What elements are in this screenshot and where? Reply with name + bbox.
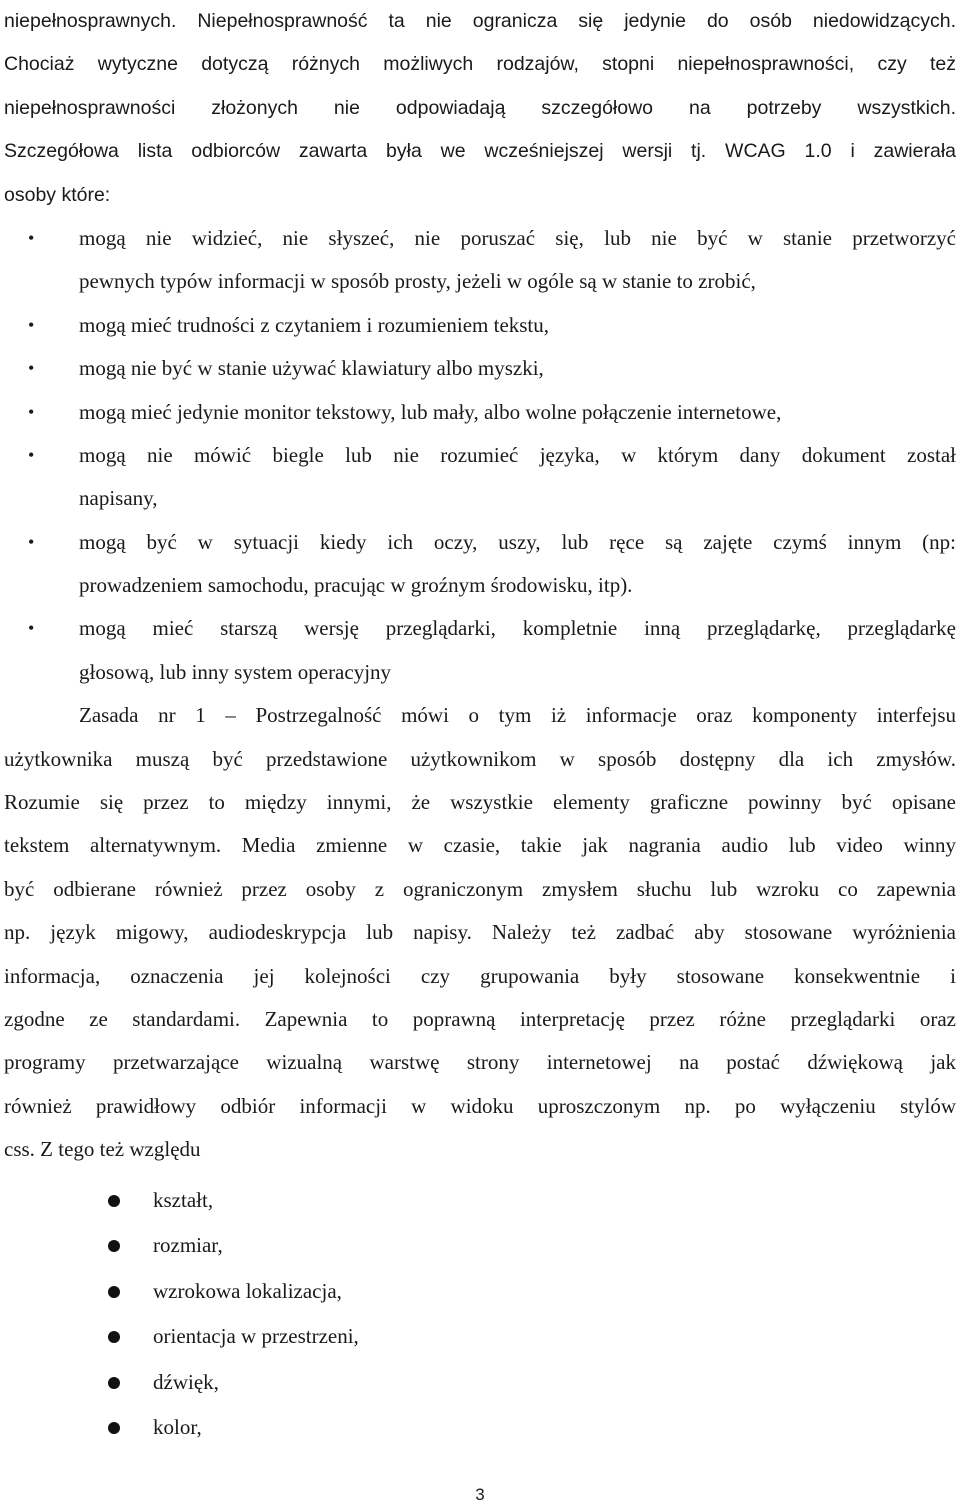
bullet-icon: • — [28, 531, 35, 552]
list-item-line: mogą mieć jedynie monitor tekstowy, lub mały, albo wolne połączenie internetowe, — [79, 399, 782, 424]
principle-line: Zasada nr 1 – Postrzegalność mówi o tym iż informacje oraz komponenty interfejsu — [79, 703, 956, 728]
list-item-label: kształt, — [153, 1187, 214, 1212]
list-item-label: rozmiar, — [153, 1233, 223, 1258]
list-item-label: kolor, — [153, 1415, 202, 1440]
audience-list — [4, 217, 956, 694]
list-item — [4, 607, 956, 694]
list-item-line: mogą nie mówić biegle lub nie rozumieć języka, w którym dany dokument został — [79, 442, 956, 467]
list-item — [4, 1269, 956, 1315]
list-item-line: mogą nie widzieć, nie słyszeć, nie poruszać się, lub nie być w stanie przetworzyć — [79, 225, 956, 250]
list-item-line: mogą mieć starszą wersję przeglądarki, kompletnie inną przeglądarkę, przeglądarkę — [79, 616, 956, 641]
intro-line: Chociaż wytyczne dotyczą różnych możliwych rodzajów, stopni niepełnosprawności, czy też — [4, 53, 956, 76]
features-list — [4, 1178, 956, 1451]
intro-line: niepełnosprawności złożonych nie odpowiadają szczegółowo na potrzeby wszystkich. — [4, 96, 956, 119]
intro-line: osoby które: — [4, 183, 111, 206]
bullet-dot-icon — [108, 1240, 120, 1252]
principle-line: np. język migowy, audiodeskrypcja lub napisy. Należy też zadbać aby stosowane wyróżnienia — [4, 920, 956, 945]
bullet-icon: • — [28, 227, 35, 248]
principle-line: użytkownika muszą być przedstawione użytkownikom w sposób dostępny dla ich zmysłów. — [4, 746, 956, 771]
bullet-icon: • — [28, 618, 35, 639]
principle-line: Rozumie się przez to między innymi, że wszystkie elementy graficzne powinny być opisane — [4, 790, 956, 815]
list-item — [4, 1178, 956, 1224]
bullet-dot-icon — [108, 1195, 120, 1207]
list-item — [4, 521, 956, 608]
list-item — [4, 217, 956, 304]
list-item — [4, 1360, 956, 1406]
intro-paragraph — [4, 0, 956, 217]
list-item-line: mogą mieć trudności z czytaniem i rozumieniem tekstu, — [79, 312, 550, 337]
principle-line: programy przetwarzające wizualną warstwę strony internetowej na postać dźwiękową jak — [4, 1050, 956, 1075]
list-item-label: wzrokowa lokalizacja, — [153, 1278, 342, 1303]
list-item-line: napisany, — [79, 486, 158, 511]
page-number: 3 — [475, 1485, 485, 1504]
list-item — [4, 1223, 956, 1269]
list-item — [4, 391, 956, 434]
bullet-icon: • — [28, 358, 35, 379]
principle-line: zgodne ze standardami. Zapewnia to poprawną interpretację przez różne przeglądarki oraz — [4, 1006, 956, 1031]
principle-line: również prawidłowy odbiór informacji w widoku uproszczonym np. po wyłączeniu stylów — [4, 1093, 956, 1118]
list-item — [4, 1314, 956, 1360]
principle-line: informacja, oznaczenia jej kolejności czy grupowania były stosowane konsekwentnie i — [4, 963, 956, 988]
principle-line: tekstem alternatywnym. Media zmienne w czasie, takie jak nagrania audio lub video winny — [4, 833, 956, 858]
bullet-dot-icon — [108, 1377, 120, 1389]
list-item-line: prowadzeniem samochodu, pracując w groźnym środowisku, itp). — [79, 573, 633, 598]
bullet-icon: • — [28, 314, 35, 335]
bullet-icon: • — [28, 401, 35, 422]
list-item-line: głosową, lub inny system operacyjny — [79, 659, 392, 684]
list-item-line: mogą nie być w stanie używać klawiatury albo myszki, — [79, 356, 544, 381]
intro-line: niepełnosprawnych. Niepełnosprawność ta nie ogranicza się jedynie do osób niedowidzących. — [4, 10, 956, 32]
list-item-label: orientacja w przestrzeni, — [153, 1324, 359, 1349]
list-item — [4, 347, 956, 390]
intro-line: Szczegółowa lista odbiorców zawarta była we wcześniejszej wersji tj. WCAG 1.0 i zawierała — [4, 140, 956, 163]
list-item-line: mogą być w sytuacji kiedy ich oczy, uszy, lub ręce są zajęte czymś innym (np: — [79, 529, 956, 554]
list-item-label: dźwięk, — [153, 1369, 219, 1394]
list-item-line: pewnych typów informacji w sposób prosty, jeżeli w ogóle są w stanie to zrobić, — [79, 269, 756, 294]
document-page — [4, 0, 956, 1451]
principle-paragraph — [4, 694, 956, 1171]
bullet-dot-icon — [108, 1422, 120, 1434]
principle-line: być odbierane również przez osoby z ograniczonym zmysłem słuchu lub wzroku co zapewnia — [4, 876, 956, 901]
bullet-dot-icon — [108, 1331, 120, 1343]
principle-line: css. Z tego też względu — [4, 1137, 201, 1162]
list-item — [4, 1405, 956, 1451]
list-item — [4, 304, 956, 347]
list-item — [4, 434, 956, 521]
bullet-dot-icon — [108, 1286, 120, 1298]
bullet-icon: • — [28, 444, 35, 465]
